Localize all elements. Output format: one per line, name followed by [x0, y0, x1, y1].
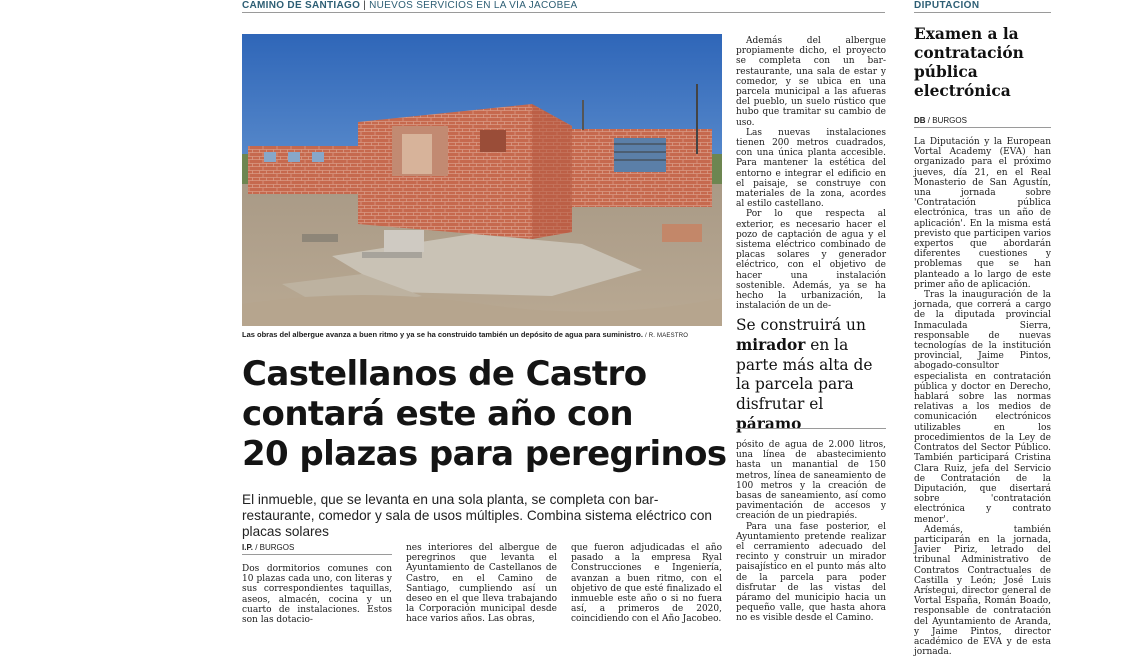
- article-column-2: [406, 543, 557, 625]
- column-paragraph: Por lo que respecta al exterior, es necesario hacer el pozo de captación de agua y el sistema eléctrico combinado de placas solares y generador eléctrico, con el objetivo de hacer una instalación sostenible. Además, ya se ha hecho la urbanización, la instalación de un de-: [736, 209, 886, 312]
- article-photo: [242, 34, 722, 326]
- column-paragraph: nes interiores del albergue de peregrinos que levanta el Ayuntamiento de Castellanos de Castro, en el Camino de Santiago, cumpliendo así un deseo en el que lleva trabajando la Corporación municipal desde hace varios años. Las obras,: [406, 543, 557, 625]
- headline-line-1: Castellanos de Castro: [242, 354, 647, 394]
- sidebar-headline: Examen a la contratación pública electrónica: [914, 25, 1024, 100]
- article-column-5: [736, 440, 886, 624]
- photo-credit: / R. MAESTRO: [645, 333, 689, 339]
- column-paragraph: La Diputación y la European Vortal Academy (EVA) han organizado para el próximo jueves, día 21, en el Real Monasterio de San Agustín, una jornada sobre 'Contratación pública electrónica, tras un año de aplicación'. En la misma está previsto que participen varios expertos que abordarán diferentes cuestiones y problemas que se han planteado a lo largo de este primer año de aplicación.: [914, 137, 1051, 290]
- pull-quote-emphasis: mirador: [736, 335, 806, 354]
- article-deck: El inmueble, que se levanta en una sola planta, se completa con bar-restaurante, comedor y sala de usos múltiples. Combina sistema eléctrico con placas solares: [242, 492, 712, 539]
- article-byline: [242, 543, 392, 555]
- pull-quote-part: en la parte más alta de la parcela para disfrutar el: [736, 335, 873, 414]
- photo-caption: [242, 330, 732, 341]
- section-separator: |: [363, 0, 367, 11]
- byline-place: / BURGOS: [927, 116, 967, 125]
- subsection-name: NUEVOS SERVICIOS EN LA VÍA JACOBEA: [369, 0, 578, 11]
- pull-quote-emphasis: páramo: [736, 414, 802, 433]
- pull-quote-divider: [736, 428, 886, 429]
- column-paragraph: pósito de agua de 2.000 litros, una línea de abastecimiento hasta un manantial de 150 metros, línea de saneamiento de 100 metros y la creación de basas de saneamiento, así como pavimentación de accesos y creación de un piedrapiés.: [736, 440, 886, 522]
- article-headline: [242, 354, 732, 474]
- article-column-1: [242, 564, 392, 625]
- article-column-4: [736, 36, 886, 311]
- section-header: [242, 0, 885, 13]
- column-paragraph: que fueron adjudicadas el año pasado a la empresa Ryal Construcciones e Ingeniería, avanzan a buen ritmo, con el objetivo de que esté finalizado el inmueble este año o si no fuera así, a primeros de 2020, coincidiendo con el Año Jacobeo.: [571, 543, 722, 625]
- sidebar-column: [914, 137, 1051, 657]
- pull-quote: [736, 316, 888, 435]
- pull-quote-part: Se construirá un: [736, 316, 866, 334]
- sidebar-byline: [914, 116, 1051, 128]
- construction-site-image: [242, 34, 722, 326]
- headline-line-3: 20 plazas para peregrinos: [242, 434, 727, 474]
- section-name: CAMINO DE SANTIAGO: [242, 0, 361, 11]
- headline-line-2: contará este año con: [242, 394, 633, 434]
- sidebar-section-header: DIPUTACIÓN: [914, 0, 1051, 13]
- byline-author: I.P.: [242, 543, 253, 552]
- caption-text: Las obras del albergue avanza a buen ritmo y ya se ha construido también un depósito de agua para suministro.: [242, 330, 643, 339]
- byline-author: DB: [914, 116, 926, 125]
- column-paragraph: Tras la inauguración de la jornada, que correrá a cargo de la diputada provincial Inmaculada Sierra, responsable de nuevas tecnologías de la institución provincial, Jaime Pintos, abogado-consultor especialista en contratación pública y doctor en Derecho, hablará sobre las normas relativas a los medios de comunicación electrónicos utilizables en los procedimientos de la Ley de Contratos del Sector Público. También participará Cristina Clara Ruiz, jefa del Servicio de Contratación de la Diputación, que disertará sobre 'contratación electrónica y contrato menor'.: [914, 290, 1051, 525]
- column-paragraph: Además, también participarán en la jornada, Javier Piriz, letrado del tribunal Administrativo de Contratos Contractuales de Castilla y León; José Luis Arístegui, director general de Vortal España, Román Boado, responsable de contratación del Ayuntamiento de Aranda, y Jaime Pintos, director académico de EVA y de esta jornada.: [914, 524, 1051, 657]
- byline-place: / BURGOS: [255, 543, 295, 552]
- column-paragraph: Las nuevas instalaciones tienen 200 metros cuadrados, con una única planta accesible. Para mantener la estética del entorno e integrar el edificio en el paisaje, se construye con materiales de la zona, acordes al estilo castellano.: [736, 127, 886, 210]
- column-paragraph: Para una fase posterior, el Ayuntamiento pretende realizar el cerramiento adecuado del recinto y construir un mirador paisajístico en el punto más alto de la parcela para poder disfrutar de las vistas del páramo del municipio hacia un pequeño valle, que hasta ahora no es visible desde el Camino.: [736, 521, 886, 624]
- column-paragraph: Además del albergue propiamente dicho, el proyecto se completa con un bar-restaurante, una sala de estar y comedor, y se ubica en una parcela municipal a las afueras del pueblo, un suelo rústico que hubo que tramitar su cambio de uso.: [736, 36, 886, 128]
- article-column-3: [571, 543, 722, 625]
- column-paragraph: Dos dormitorios comunes con 10 plazas cada uno, con literas y sus correspondientes taquillas, aseos, almacén, cocina y un cuarto de instalaciones. Estos son las dotacio-: [242, 564, 392, 626]
